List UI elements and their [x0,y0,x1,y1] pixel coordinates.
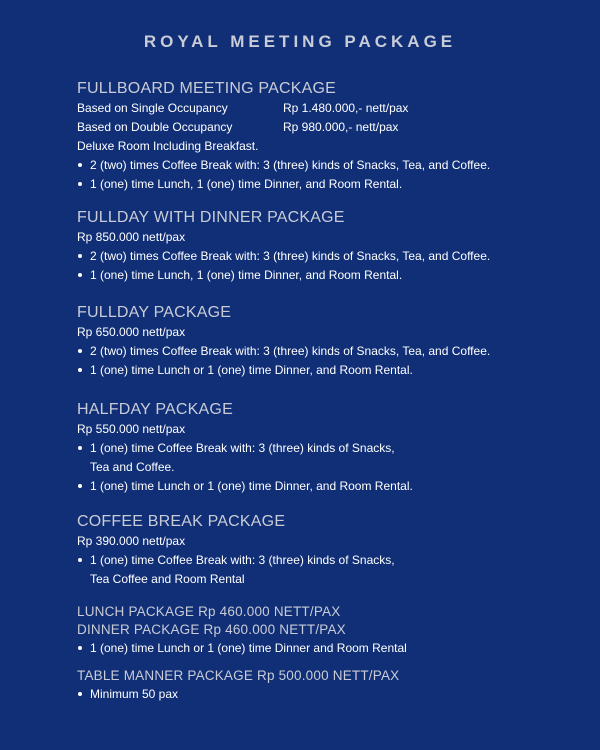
list-item-line: 1 (one) time Coffee Break with: 3 (three) kinds of Snacks, [90,441,395,455]
list-item-line: 1 (one) time Coffee Break with: 3 (three) kinds of Snacks, [90,553,395,567]
fullday-dinner-section [77,208,580,285]
table-manner-heading: TABLE MANNER PACKAGE Rp 500.000 NETT/PAX [77,668,400,683]
list-item-line: Tea and Coffee. [90,460,175,474]
halfday-list [77,439,580,496]
coffee-break-heading: COFFEE BREAK PACKAGE [77,513,286,530]
list-item: 2 (two) times Coffee Break with: 3 (three) kinds of Snacks, Tea, and Coffee. [77,156,580,175]
halfday-price: Rp 550.000 nett/pax [77,422,186,436]
double-occupancy-price: Rp 980.000,- nett/pax [283,120,399,134]
halfday-heading: HALFDAY PACKAGE [77,401,233,418]
single-occupancy-price: Rp 1.480.000,- nett/pax [283,101,409,115]
list-item [77,551,580,589]
lunch-dinner-section [77,603,580,658]
table-manner-list [77,685,580,704]
page-title: ROYAL MEETING PACKAGE [143,32,457,51]
list-item: 1 (one) time Lunch or 1 (one) time Dinner, and Room Rental. [77,361,580,380]
fullday-list [77,342,580,380]
single-occupancy-label: Based on Single Occupancy [77,101,228,115]
list-item: Minimum 50 pax [77,685,580,704]
list-item-line: Tea Coffee and Room Rental [90,572,245,586]
list-item: 2 (two) times Coffee Break with: 3 (three) kinds of Snacks, Tea, and Coffee. [77,342,580,361]
coffee-break-section [77,512,580,589]
fullboard-section [77,79,580,194]
room-note: Deluxe Room Including Breakfast. [77,139,259,153]
lunch-heading: LUNCH PACKAGE Rp 460.000 NETT/PAX [77,604,341,619]
fullday-price: Rp 650.000 nett/pax [77,325,186,339]
double-occupancy-label: Based on Double Occupancy [77,120,233,134]
fullboard-list [77,156,580,194]
double-occupancy-row [77,118,580,137]
fullday-section [77,303,580,380]
list-item: 2 (two) times Coffee Break with: 3 (three) kinds of Snacks, Tea, and Coffee. [77,247,580,266]
dinner-heading: DINNER PACKAGE Rp 460.000 NETT/PAX [77,622,346,637]
list-item: 1 (one) time Lunch, 1 (one) time Dinner, and Room Rental. [77,175,580,194]
list-item: 1 (one) time Lunch, 1 (one) time Dinner, and Room Rental. [77,266,580,285]
single-occupancy-row [77,99,580,118]
fullday-heading: FULLDAY PACKAGE [77,304,232,321]
lunch-dinner-list [77,639,580,658]
coffee-break-list [77,551,580,589]
list-item [77,439,580,477]
fullboard-heading: FULLBOARD MEETING PACKAGE [77,80,336,97]
fullday-dinner-list [77,247,580,285]
coffee-break-price: Rp 390.000 nett/pax [77,534,186,548]
list-item: 1 (one) time Lunch or 1 (one) time Dinner and Room Rental [77,639,580,658]
list-item: 1 (one) time Lunch or 1 (one) time Dinner, and Room Rental. [77,477,580,496]
halfday-section [77,400,580,496]
table-manner-section [77,667,580,704]
fullday-dinner-price: Rp 850.000 nett/pax [77,230,186,244]
fullday-dinner-heading: FULLDAY WITH DINNER PACKAGE [77,209,345,226]
